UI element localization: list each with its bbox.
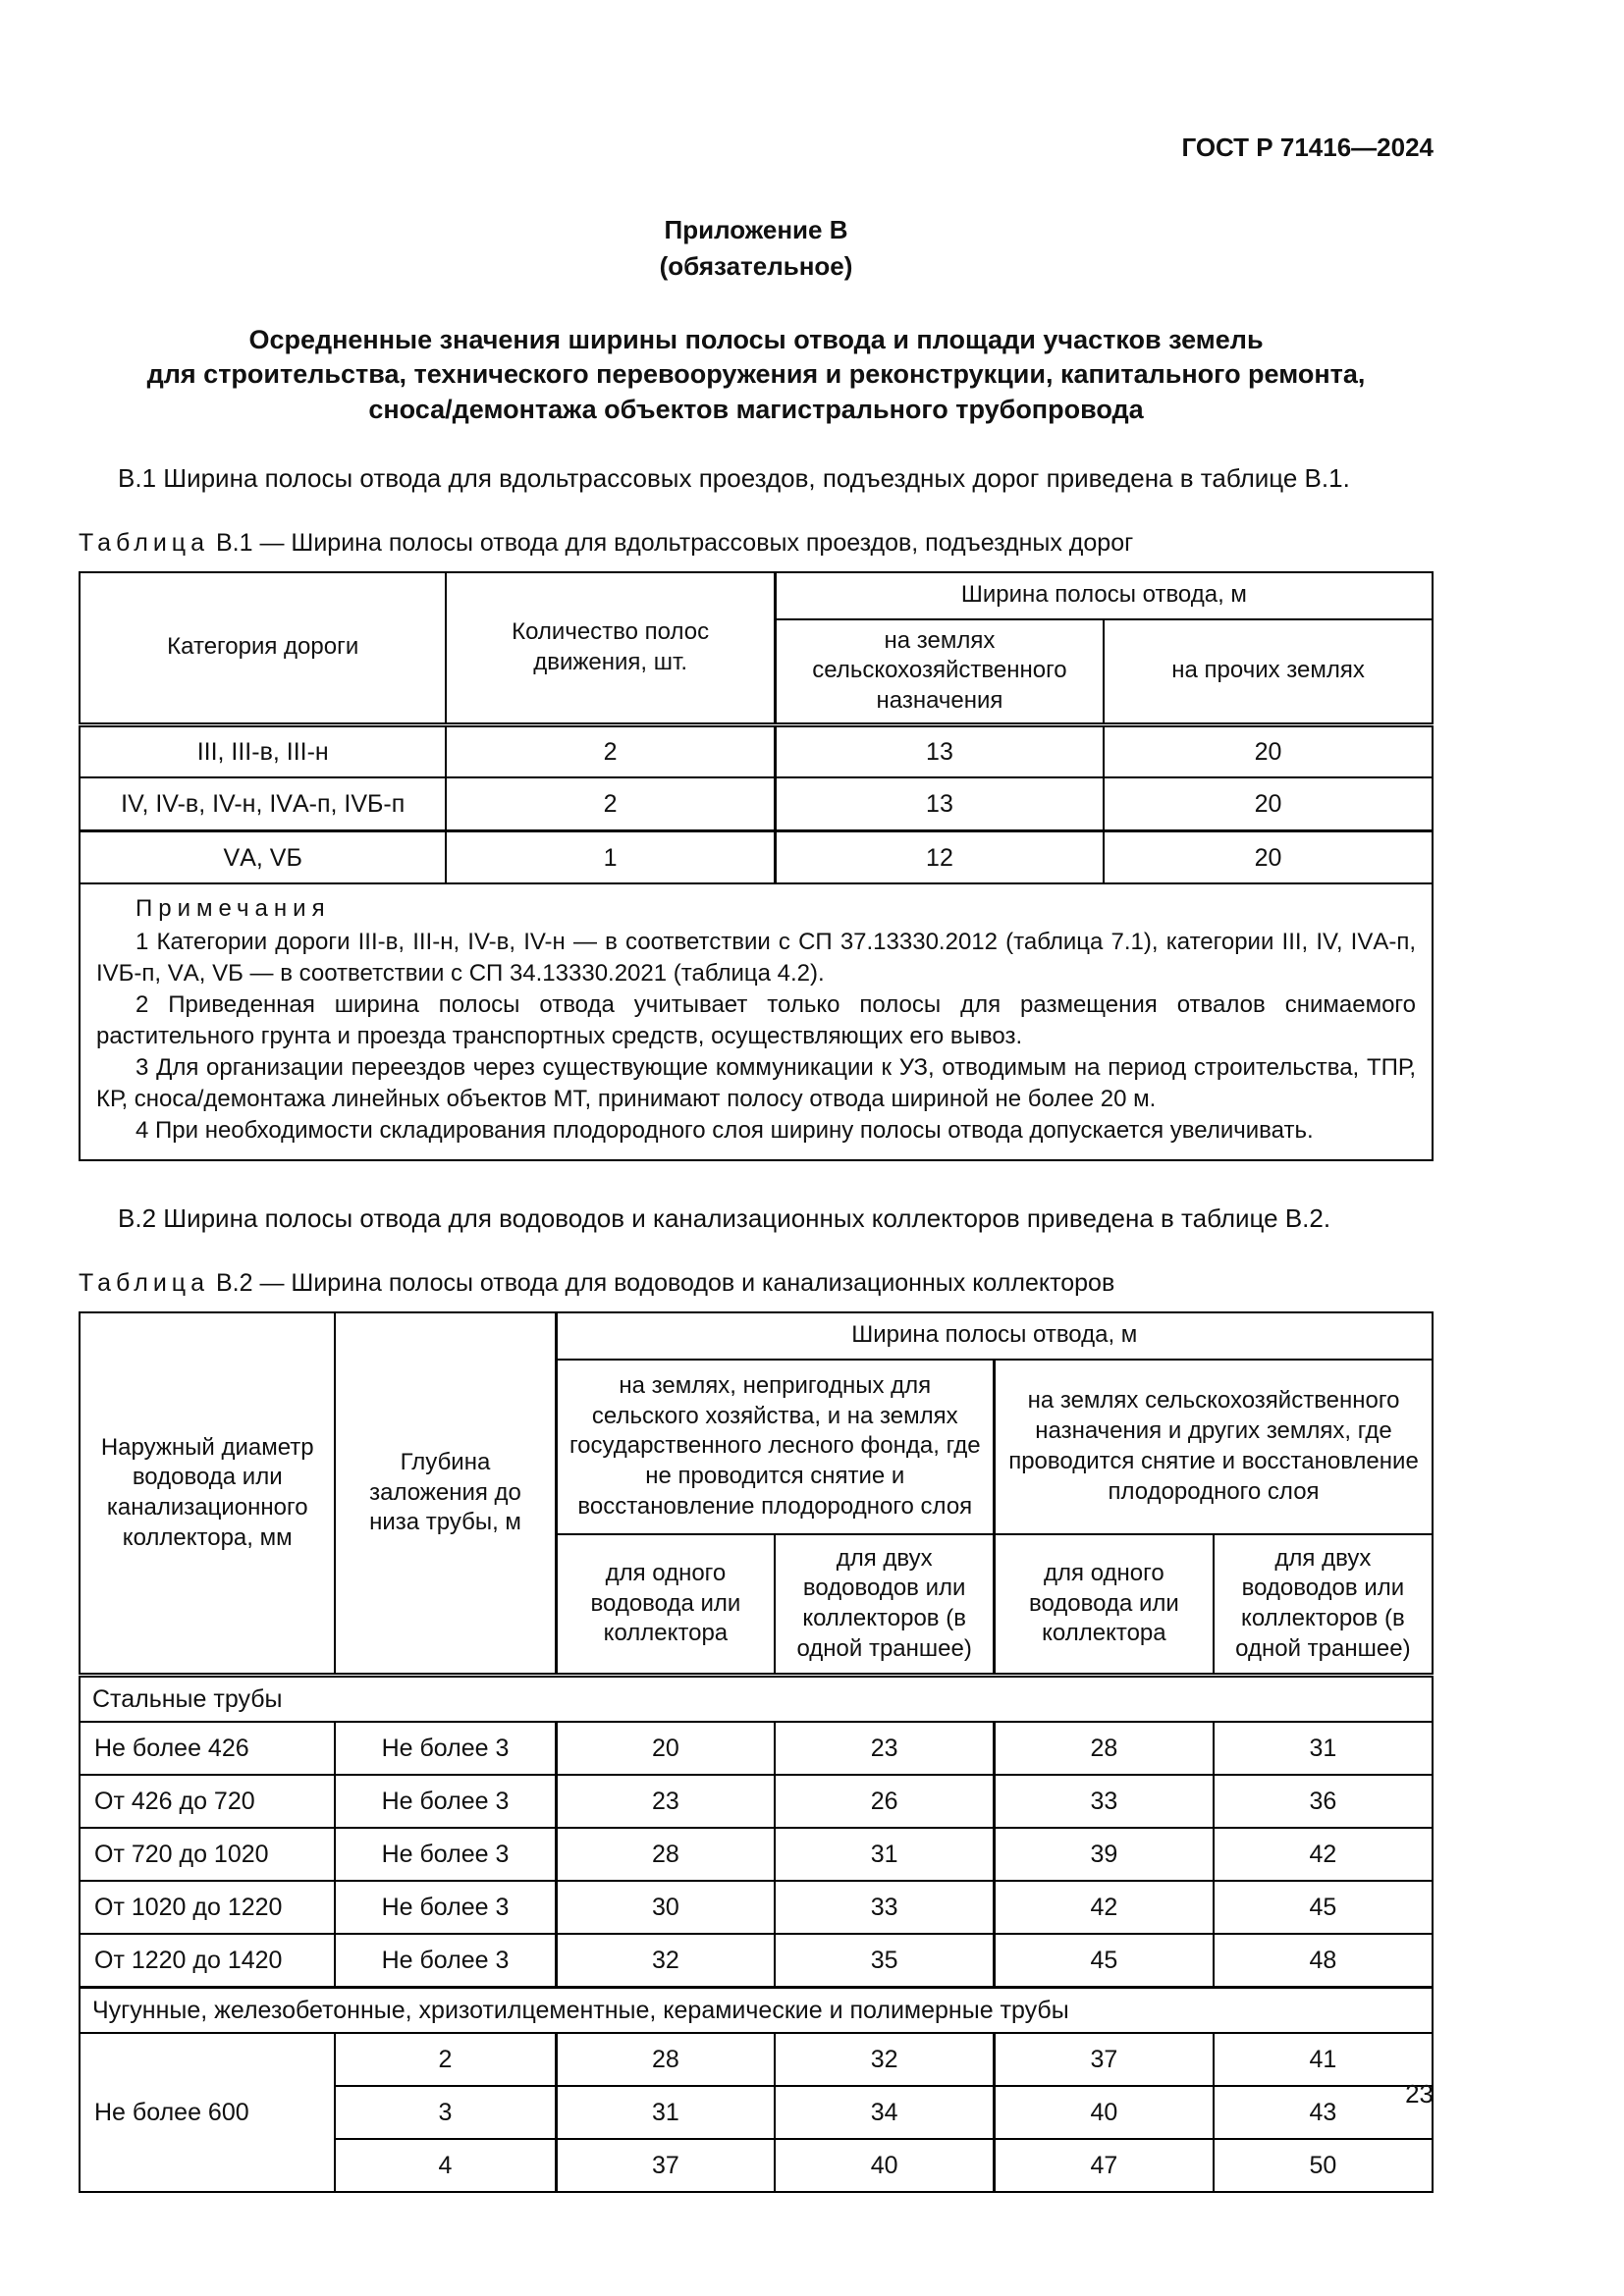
cell-value: 32 [775, 2033, 994, 2086]
table-row [80, 1828, 1433, 1881]
table-b1-notes [80, 883, 1433, 1160]
table-row [80, 1881, 1433, 1934]
cell-value: 36 [1214, 1775, 1433, 1828]
cell-value: 28 [556, 1828, 775, 1881]
table-b1 [79, 571, 1434, 1162]
paragraph-b2: В.2 Ширина полосы отвода для водоводов и канализационных коллекторов приведена в таблице В.2. [118, 1203, 1331, 1234]
doc-number: ГОСТ Р 71416—2024 [1181, 133, 1434, 162]
cell-diameter-group: Не более 600 [80, 2033, 335, 2192]
cell-lanes: 1 [446, 830, 775, 883]
note-4: 4 При необходимости складирования плодородного слоя ширину полосы отвода допускается увеличивать. [135, 1116, 1314, 1144]
appendix-title [79, 323, 1434, 428]
cell-depth: 4 [335, 2139, 556, 2192]
cell-value: 23 [775, 1722, 994, 1775]
cell-depth: Не более 3 [335, 1722, 556, 1775]
note-1: 1 Категории дороги III-в, III-н, IV-в, IV-н — в соответствии с СП 37.13330.2012 (таблица 7.1), категории III, IV, IVА-п, IVБ-п, VА, VБ — в соответствии с СП 34.13330.2021 (таблица 4.2). [96, 929, 1416, 988]
table-b1-caption [79, 527, 1434, 560]
cell-value: 32 [556, 1934, 775, 1987]
cell-value: 30 [556, 1881, 775, 1934]
table-row [80, 1934, 1433, 1987]
cell-value: 28 [995, 1722, 1214, 1775]
cell-value: 50 [1214, 2139, 1433, 2192]
cell-category: IV, IV-в, IV-н, IVА-п, IVБ-п [80, 777, 446, 830]
table-b1-notes-row [80, 883, 1433, 1160]
table-b1-caption-number: В.1 [215, 529, 253, 558]
cell-depth: Не более 3 [335, 1828, 556, 1881]
cell-value: 31 [556, 2086, 775, 2139]
cell-value: 20 [556, 1722, 775, 1775]
cell-value: 31 [775, 1828, 994, 1881]
table-row [80, 2033, 1433, 2086]
table-b1-header-row-1 [80, 572, 1433, 619]
table-b1-header-category: Категория дороги [80, 572, 446, 725]
cell-value: 42 [995, 1881, 1214, 1934]
table-b1-header-other-lands: на прочих землях [1104, 619, 1433, 725]
cell-width-agri: 13 [775, 777, 1104, 830]
section-label: Стальные трубы [80, 1676, 1433, 1723]
cell-value: 43 [1214, 2086, 1433, 2139]
cell-value: 41 [1214, 2033, 1433, 2086]
cell-width-other: 20 [1104, 777, 1433, 830]
cell-diameter: От 1220 до 1420 [80, 1934, 335, 1987]
table-b2-caption-label: Таблица [79, 1269, 210, 1298]
table-row [80, 1722, 1433, 1775]
cell-depth: 2 [335, 2033, 556, 2086]
table-b2-caption-number: В.2 [215, 1269, 253, 1298]
table-b1-header-agri-lands: на землях сельскохозяйственного назначения [775, 619, 1104, 725]
notes-title: Примечания [135, 895, 331, 923]
note-3: 3 Для организации переездов через существующие коммуникации к УЗ, отводимым на период строительства, ТПР, КР, сноса/демонтажа линейных объектов МТ, принимают полосу отвода шириной не более 20 м. [96, 1053, 1416, 1112]
cell-value: 23 [556, 1775, 775, 1828]
cell-value: 37 [556, 2139, 775, 2192]
table-row [80, 724, 1433, 777]
table-b2-header-single-1: для одного водовода или коллектора [556, 1534, 775, 1676]
title-line-2: для строительства, технического перевооружения и реконструкции, капитального ремонта, [146, 359, 1366, 390]
cell-value: 26 [775, 1775, 994, 1828]
appendix-label: Приложение В [664, 214, 848, 244]
section-label: Чугунные, железобетонные, хризотилцементные, керамические и полимерные трубы [80, 1987, 1433, 2033]
cell-value: 37 [995, 2033, 1214, 2086]
cell-value: 39 [995, 1828, 1214, 1881]
table-b1-header-lanes: Количество полос движения, шт. [446, 572, 775, 725]
cell-depth: Не более 3 [335, 1775, 556, 1828]
cell-lanes: 2 [446, 724, 775, 777]
cell-width-other: 20 [1104, 830, 1433, 883]
table-b2-section-steel [80, 1676, 1433, 1723]
table-b2-caption-text: — Ширина полосы отвода для водоводов и канализационных коллекторов [259, 1269, 1115, 1298]
cell-value: 40 [775, 2139, 994, 2192]
paragraph-b1: В.1 Ширина полосы отвода для вдольтрассовых проездов, подъездных дорог приведена в таблице В.1. [118, 463, 1350, 494]
cell-value: 33 [995, 1775, 1214, 1828]
table-row [80, 1775, 1433, 1828]
cell-value: 33 [775, 1881, 994, 1934]
table-b2-header-diameter: Наружный диаметр водовода или канализационного коллектора, мм [80, 1312, 335, 1676]
cell-diameter: От 720 до 1020 [80, 1828, 335, 1881]
table-b2 [79, 1311, 1434, 2193]
cell-value: 45 [995, 1934, 1214, 1987]
table-b2-header-double-2: для двух водоводов или коллекторов (в одной траншее) [1214, 1534, 1433, 1676]
title-line-1: Осредненные значения ширины полосы отвода и площади участков земель [248, 324, 1264, 354]
cell-width-agri: 12 [775, 830, 1104, 883]
cell-value: 31 [1214, 1722, 1433, 1775]
table-b2-section-other [80, 1987, 1433, 2033]
table-row [80, 830, 1433, 883]
cell-value: 42 [1214, 1828, 1433, 1881]
cell-category: III, III-в, III-н [80, 724, 446, 777]
appendix-qualifier: (обязательное) [659, 250, 853, 281]
table-b2-header-width-span: Ширина полосы отвода, м [556, 1312, 1433, 1360]
page-number: 23 [1405, 2079, 1434, 2109]
cell-lanes: 2 [446, 777, 775, 830]
table-b2-header-depth: Глубина заложения до низа трубы, м [335, 1312, 556, 1676]
table-b1-header-width-span: Ширина полосы отвода, м [775, 572, 1433, 619]
cell-value: 28 [556, 2033, 775, 2086]
table-b1-caption-label: Таблица [79, 529, 210, 558]
table-b2-header-forest-lands: на землях, непригодных для сельского хозяйства, и на землях государственного лесного фонда, где не проводится снятие и восстановление плодородного слоя [556, 1360, 994, 1534]
table-b2-header-agri-lands: на землях сельскохозяйственного назначения и других землях, где проводится снятие и восстановление плодородного слоя [995, 1360, 1433, 1534]
cell-value: 47 [995, 2139, 1214, 2192]
table-row [80, 777, 1433, 830]
table-b2-header-single-2: для одного водовода или коллектора [995, 1534, 1214, 1676]
table-b2-caption [79, 1267, 1434, 1300]
title-line-3: сноса/демонтажа объектов магистрального трубопровода [368, 394, 1144, 424]
table-b1-caption-text: — Ширина полосы отвода для вдольтрассовых проездов, подъездных дорог [259, 529, 1134, 558]
cell-value: 48 [1214, 1934, 1433, 1987]
cell-width-agri: 13 [775, 724, 1104, 777]
cell-value: 40 [995, 2086, 1214, 2139]
cell-category: VА, VБ [80, 830, 446, 883]
cell-depth: 3 [335, 2086, 556, 2139]
cell-value: 35 [775, 1934, 994, 1987]
cell-depth: Не более 3 [335, 1934, 556, 1987]
cell-diameter: От 426 до 720 [80, 1775, 335, 1828]
cell-value: 45 [1214, 1881, 1433, 1934]
cell-depth: Не более 3 [335, 1881, 556, 1934]
table-b2-header-double-1: для двух водоводов или коллекторов (в одной траншее) [775, 1534, 994, 1676]
note-2: 2 Приведенная ширина полосы отвода учитывает только полосы для размещения отвалов снимаемого растительного грунта и проезда транспортных средств, осуществляющих его вывоз. [96, 990, 1416, 1049]
cell-diameter: От 1020 до 1220 [80, 1881, 335, 1934]
cell-diameter: Не более 426 [80, 1722, 335, 1775]
cell-value: 34 [775, 2086, 994, 2139]
table-b2-header-row-1 [80, 1312, 1433, 1360]
cell-width-other: 20 [1104, 724, 1433, 777]
